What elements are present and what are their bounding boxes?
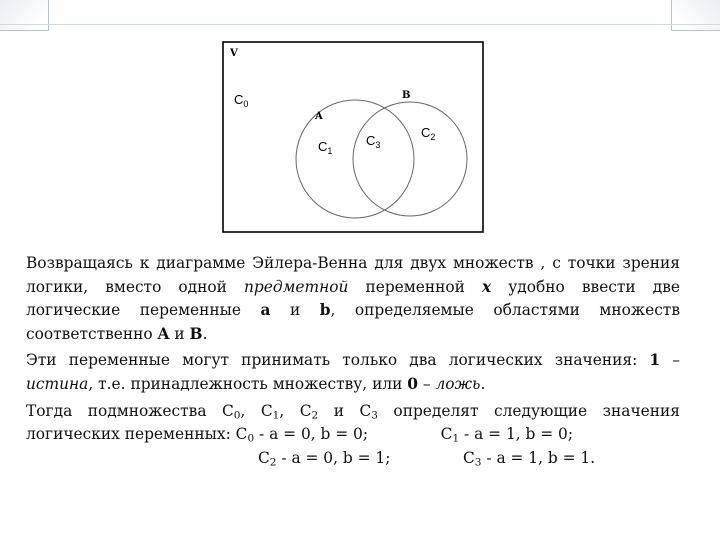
paragraph-subsets-intro: Тогда подмножества $C_0$, $C_1$, $C_2$ и $C_3$ определят следующие значения	[26, 401, 680, 422]
paragraph-variables-intro: Возвращаясь к диаграмме Эйлера-Венна для двух множеств , с точки зрения логики, вместо одной предметной переменной x удобно ввести две логические переменные a и b, определяемые областями множеств соответственно A и B.	[26, 254, 681, 343]
variable-values-list	[26, 423, 680, 470]
region-c1-label: $C_1$	[318, 139, 333, 156]
variable-values-row-1: логических переменных: $C_0 - a = 0$, b = 0; $C_1 - a = 1$, b = 0;	[26, 425, 574, 445]
set-b-label: B	[402, 90, 411, 101]
slide-top-border	[0, 24, 720, 25]
slide-corner-decoration-left	[0, 0, 49, 31]
region-c2-label: $C_2$	[421, 125, 436, 142]
set-a-label: A	[315, 111, 323, 122]
region-c3-label: $C_3$	[366, 133, 381, 150]
slide-corner-decoration-right	[671, 0, 720, 31]
universe-label: V	[230, 48, 238, 59]
venn-diagram	[222, 41, 484, 233]
region-c0-label: $C_0$	[234, 92, 249, 109]
slide-body-text	[26, 252, 680, 470]
universe-rectangle	[223, 42, 483, 232]
variable-values-row-2: $C_2 - a = 0$, b = 1; $C_3 - a = 1$, b = 1.	[258, 448, 596, 469]
paragraph-logical-values: Эти переменные могут принимать только два логических значения: 1 – истина, т.е. принадлежность множеству, или 0 – ложь.	[26, 351, 680, 393]
